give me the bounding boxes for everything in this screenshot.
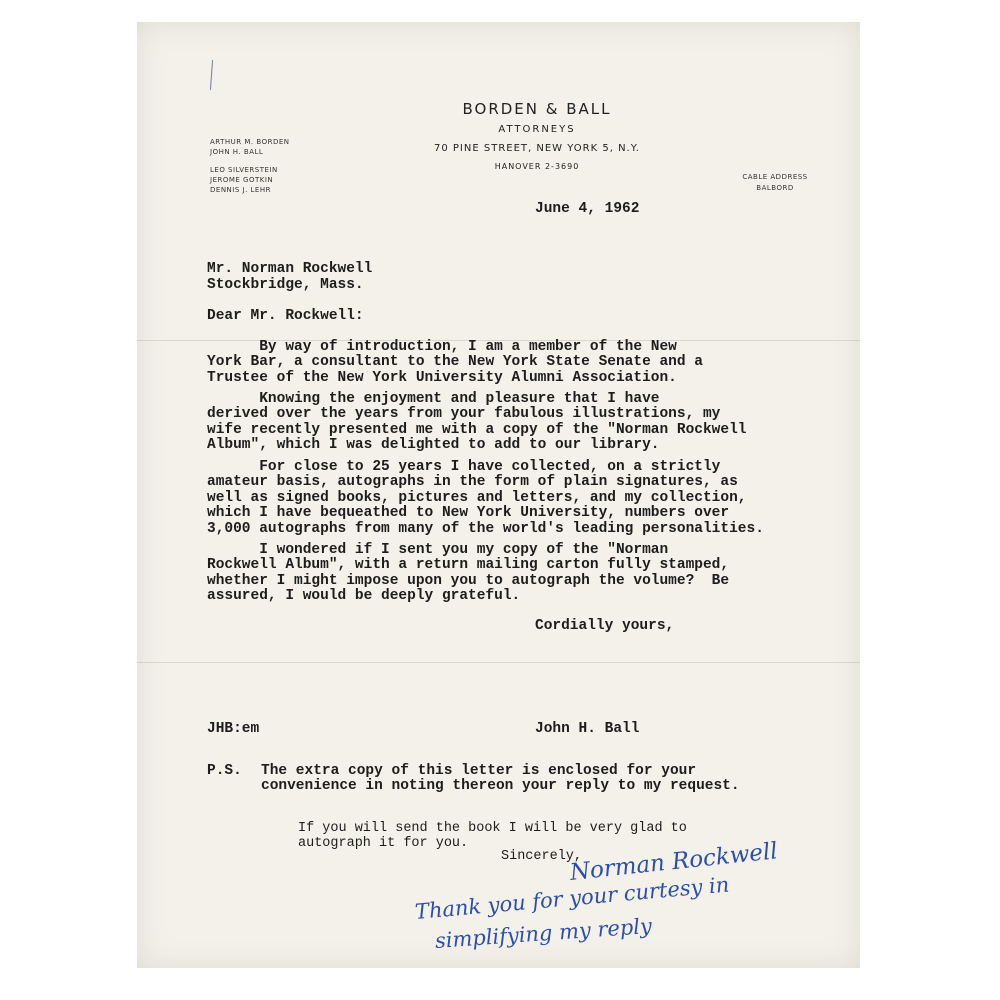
fold-line [137, 662, 860, 663]
salutation: Dear Mr. Rockwell: [207, 308, 364, 324]
partner-list [210, 137, 290, 195]
typist-initials: JHB:em [207, 721, 260, 737]
handwritten-note-line-1: Thank you for your curtesy in [413, 872, 731, 924]
associate-name: LEO SILVERSTEIN [210, 166, 278, 174]
partner-name: JOHN H. BALL [210, 148, 264, 156]
firm-address: 70 PINE STREET, NEW YORK 5, N.Y. [434, 143, 640, 154]
paragraph-collection: For close to 25 years I have collected, on a strictly amateur basis, autographs in the form of plain signatures, as well as signed books, pictures and letters, and my collection, which I have bequeathed to New York University, numbers over 3,000 autographs from many of the world's leading personalities. [207, 459, 764, 537]
closing: Cordially yours, [535, 618, 675, 634]
letter-date: June 4, 1962 [535, 201, 640, 217]
partner-name: ARTHUR M. BORDEN [210, 138, 290, 146]
reply-closing: Sincerely, [501, 849, 583, 864]
recipient-name: Mr. Norman Rockwell [207, 261, 373, 277]
firm-name: BORDEN & BALL [462, 100, 612, 118]
ps-text: The extra copy of this letter is enclosed for your convenience in noting thereon your reply to my request. [261, 763, 740, 795]
paragraph-introduction: By way of introduction, I am a member of the New York Bar, a consultant to the New York State Senate and a Trustee of the New York University Alumni Association. [207, 339, 703, 386]
cable-label: CABLE ADDRESS [742, 173, 808, 181]
handwritten-signature: Norman Rockwell [568, 838, 779, 886]
associate-name: DENNIS J. LEHR [210, 186, 271, 194]
paragraph-request: I wondered if I sent you my copy of the "Norman Rockwell Album", with a return mailing carton fully stamped, whether I might impose upon you to autograph the volume? Be assured, I would be deeply grateful. [207, 542, 730, 605]
associate-name: JEROME GOTKIN [210, 176, 274, 184]
signer-name: John H. Ball [535, 721, 640, 737]
cable-address [715, 172, 835, 194]
reply-text: If you will send the book I will be very glad to autograph it for you. [298, 821, 687, 852]
recipient-city: Stockbridge, Mass. [207, 277, 364, 293]
letter-page [137, 22, 860, 968]
paragraph-album: Knowing the enjoyment and pleasure that I have derived over the years from your fabulous illustrations, my wife recently presented me with a copy of the "Norman Rockwell Album", which I was delighted to add to our library. [207, 391, 747, 454]
pencil-mark [210, 60, 213, 90]
cable-value: BALBORD [756, 184, 794, 192]
handwritten-note-line-2: simplifying my reply [434, 913, 653, 953]
firm-phone: HANOVER 2-3690 [494, 162, 580, 171]
firm-subtitle: ATTORNEYS [498, 124, 576, 135]
ps-label: P.S. [207, 763, 242, 779]
